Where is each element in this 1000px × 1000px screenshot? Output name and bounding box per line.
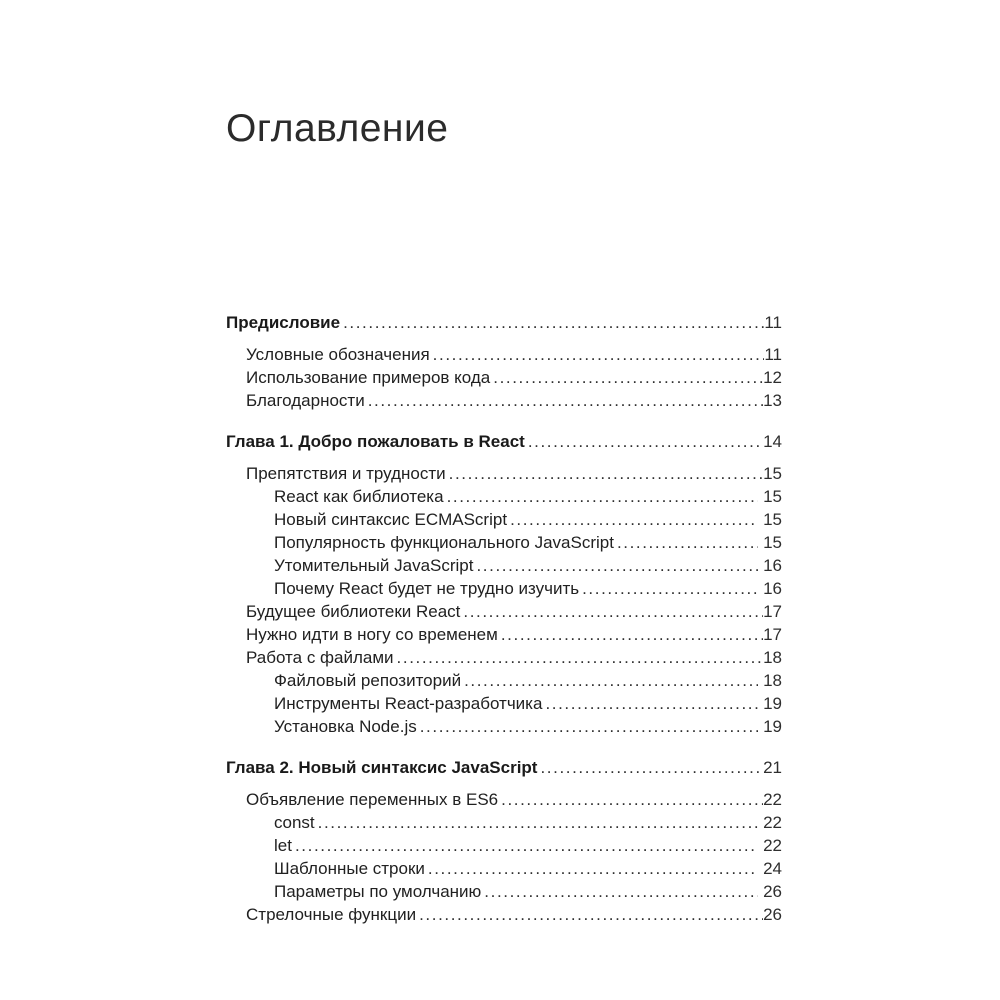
toc-entry-label: const [274,813,315,832]
toc-entry-label: Файловый репозиторий [274,671,462,690]
toc-leader-dots [419,903,763,926]
toc-entry [226,857,782,880]
toc-entry-page: 21 [763,758,782,777]
toc-entry-page: 22 [763,836,782,855]
toc-entry [226,508,782,531]
toc-leader-dots [501,788,763,811]
toc-leader-dots [343,311,764,334]
toc-leader-dots [463,600,763,623]
toc-entry-label: Благодарности [246,391,365,410]
toc-leader-dots [476,554,758,577]
toc-entry [226,430,782,453]
toc-entry-label: Инструменты React-разработчика [274,694,543,713]
toc-leader-dots [510,508,758,531]
toc-entry [226,623,782,646]
toc-entry-page: 17 [763,625,782,644]
toc-entry [226,811,782,834]
toc-leader-dots [545,692,758,715]
toc-entry-label: Установка Node.js [274,717,417,736]
toc-entry-label: Глава 1. Добро пожаловать в React [226,432,525,451]
toc-entry-page: 18 [763,648,782,667]
toc-entry-label: Условные обозначения [246,345,430,364]
toc-entry-label: Новый синтаксис ECMAScript [274,510,508,529]
toc-entry-label: Объявление переменных в ES6 [246,790,499,809]
toc-entry-label: Стрелочные функции [246,905,417,924]
toc-leader-dots [295,834,758,857]
toc-entry-page: 22 [763,790,782,809]
toc-leader-dots [484,880,758,903]
toc-entry-page: 17 [763,602,782,621]
toc-entry [226,531,782,554]
toc-entry [226,903,782,926]
toc-entry-label: Работа с файлами [246,648,394,667]
toc-entry-page: 14 [763,432,782,451]
toc-entry [226,715,782,738]
toc-leader-dots [617,531,758,554]
toc-entry [226,692,782,715]
toc-entry-page: 16 [763,556,782,575]
toc-entry-label: Почему React будет не трудно изучить [274,579,580,598]
toc-entry-page: 11 [764,313,782,332]
toc-entry [226,485,782,508]
toc-entry-page: 19 [763,717,782,736]
toc-entry [226,834,782,857]
toc-leader-dots [318,811,758,834]
toc-entry [226,389,782,412]
toc-entry-label: Нужно идти в ногу со временем [246,625,498,644]
toc-entry-label: Будущее библиотеки React [246,602,461,621]
toc-entry-label: let [274,836,292,855]
toc-list [226,311,782,926]
toc-leader-dots [420,715,758,738]
toc-entry-page: 24 [763,859,782,878]
toc-entry-label: Популярность функционального JavaScript [274,533,614,552]
toc-entry-page: 18 [763,671,782,690]
toc-entry-page: 26 [763,905,782,924]
toc-entry [226,462,782,485]
toc-leader-dots [464,669,758,692]
toc-entry [226,880,782,903]
toc-entry-label: React как библиотека [274,487,444,506]
toc-entry [226,554,782,577]
toc-leader-dots [368,389,763,412]
page-title: Оглавление [226,107,449,150]
toc-entry-page: 22 [763,813,782,832]
toc-leader-dots [501,623,763,646]
toc-entry [226,600,782,623]
toc-leader-dots [493,366,763,389]
toc-entry-page: 16 [763,579,782,598]
toc-entry-label: Предисловие [226,313,341,332]
toc-entry [226,756,782,779]
toc-leader-dots [433,343,765,366]
toc-entry [226,646,782,669]
toc-entry-label: Препятствия и трудности [246,464,446,483]
toc-entry-page: 15 [763,533,782,552]
toc-leader-dots [582,577,758,600]
toc-entry [226,577,782,600]
toc-entry-label: Глава 2. Новый синтаксис JavaScript [226,758,538,777]
toc-entry-page: 19 [763,694,782,713]
toc-entry [226,343,782,366]
toc-entry-page: 13 [763,391,782,410]
toc-leader-dots [449,462,763,485]
toc-entry-page: 15 [763,464,782,483]
toc-leader-dots [540,756,763,779]
toc-leader-dots [397,646,764,669]
toc-entry-page: 11 [764,345,782,364]
toc-entry-page: 26 [763,882,782,901]
toc-entry [226,788,782,811]
toc-entry [226,311,782,334]
toc-entry-page: 12 [763,368,782,387]
toc-entry [226,669,782,692]
toc-leader-dots [528,430,763,453]
toc-entry-page: 15 [763,510,782,529]
toc-page [226,0,782,926]
toc-entry-label: Параметры по умолчанию [274,882,482,901]
toc-leader-dots [428,857,758,880]
toc-entry-label: Шаблонные строки [274,859,425,878]
toc-leader-dots [447,485,759,508]
toc-entry-page: 15 [763,487,782,506]
toc-entry-label: Использование примеров кода [246,368,491,387]
toc-entry-label: Утомительный JavaScript [274,556,474,575]
toc-entry [226,366,782,389]
